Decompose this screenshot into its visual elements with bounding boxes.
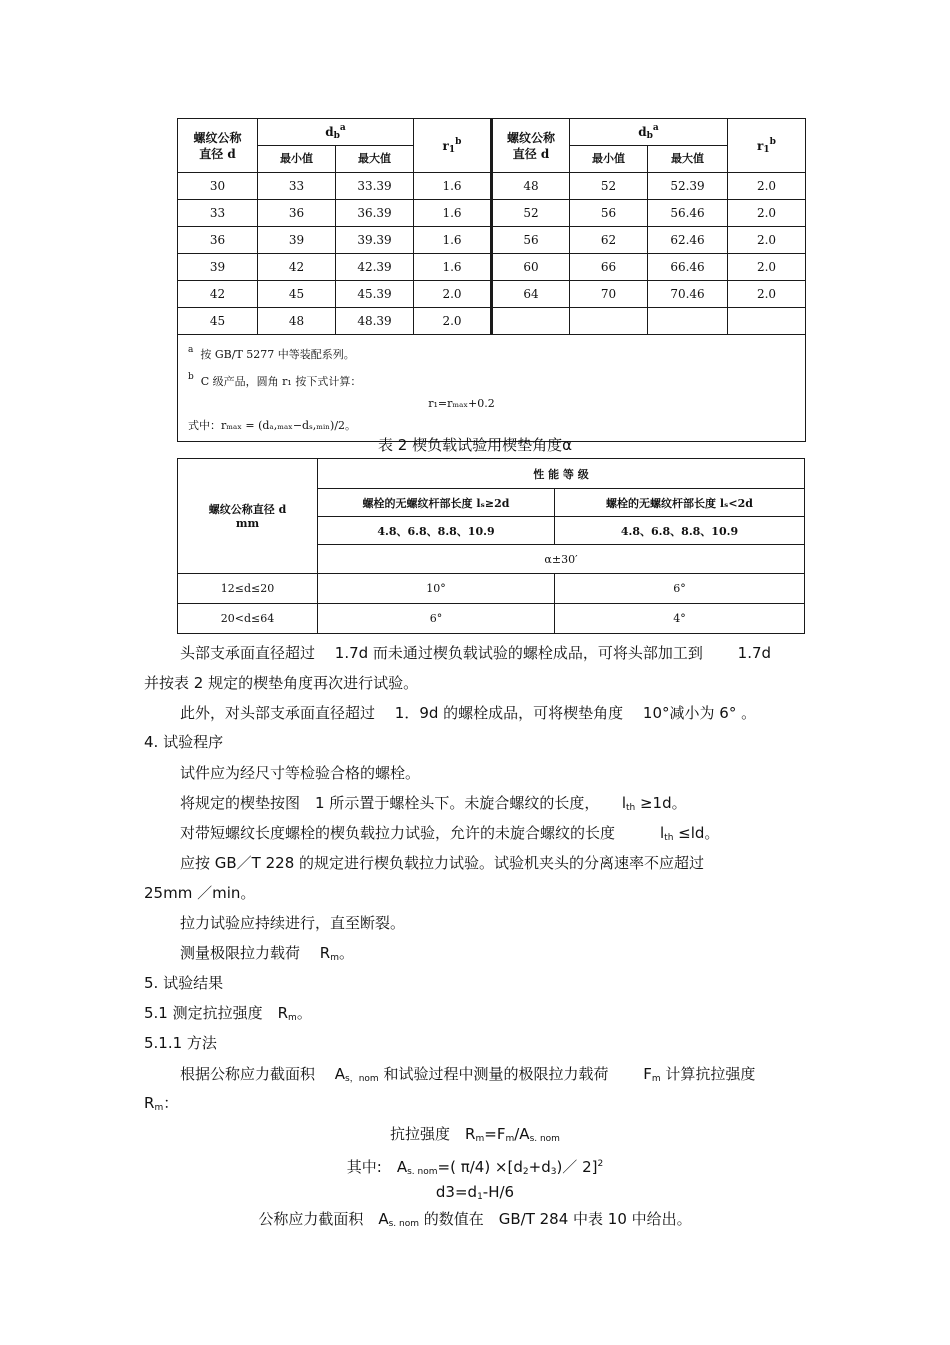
table-cell: 33.39 [336, 173, 414, 200]
table2-tolerance: α±30′ [318, 545, 805, 573]
table-cell: 2.0 [728, 227, 806, 254]
table2-header-row-1 [178, 459, 805, 489]
table-cell: 12≤d≤20 [178, 573, 318, 603]
table1-da-header: $d_b^a$ [258, 119, 414, 146]
table-cell: 48 [492, 173, 570, 200]
formula-d3: $d3=d_1-H/6$ [435, 1183, 515, 1202]
paragraph: 拉力试验应持续进行，直至断裂。 [180, 914, 406, 932]
table-cell: 2.0 [728, 173, 806, 200]
table-cell: 56 [492, 227, 570, 254]
table1-d-header-right: 螺纹公称 直径 d [492, 119, 570, 173]
table-cell: 62.46 [648, 227, 728, 254]
table-cell: 60 [492, 254, 570, 281]
table-cell: 36 [258, 200, 336, 227]
paragraph: 公称应力截面积 $A_{s. nom}$ 的数值在 GB/T 284 中表 10 中给出。 [258, 1210, 692, 1229]
table-cell: 33 [258, 173, 336, 200]
note-b: $^b$ C 级产品，圆角 r₁ 按下式计算： [188, 372, 362, 388]
table-row [178, 227, 806, 254]
section-heading: 4. 试验程序 [144, 733, 224, 751]
paragraph: 将规定的楔垫按图 1 所示置于螺栓头下。未旋合螺纹的长度， $l_{th} \ge 1d$。 [180, 794, 687, 813]
table-cell [492, 308, 570, 335]
table-cell: 66 [570, 254, 648, 281]
table-cell: 36 [178, 227, 258, 254]
paragraph: 头部支承面直径超过 1.7d 而未通过楔负载试验的螺栓成品，可将头部加工到 1.7d [180, 644, 772, 662]
table2-grade-header: 性 能 等 级 [318, 459, 805, 489]
table-cell: 10° [318, 573, 555, 603]
table1-r1-header-right: $r_1^b$ [728, 119, 806, 173]
table-cell: 45.39 [336, 281, 414, 308]
table1-min-header: 最小值 [258, 146, 336, 173]
paragraph: 并按表 2 规定的楔垫角度再次进行试验。 [144, 674, 419, 692]
paragraph: 试件应为经尺寸等检验合格的螺栓。 [180, 764, 421, 782]
table-cell: 70 [570, 281, 648, 308]
table-cell: 2.0 [728, 281, 806, 308]
table2-col2-title: 螺栓的无螺纹杆部长度 lₛ<2d [555, 489, 805, 517]
table1-max-header-right: 最大值 [648, 146, 728, 173]
table-row [178, 281, 806, 308]
section-heading: 5.1.1 方法 [144, 1034, 217, 1052]
paragraph: 25mm ／min。 [144, 884, 256, 902]
table-cell: 45 [178, 308, 258, 335]
table1-max-header: 最大值 [336, 146, 414, 173]
paragraph: 根据公称应力截面积 $A_{s,nom}$ 和试验过程中测量的极限拉力载荷 $F_m$ 计算抗拉强度 [180, 1065, 756, 1084]
section-heading: 5.1 测定抗拉强度 $R_m$。 [144, 1004, 312, 1023]
table-cell: 42 [258, 254, 336, 281]
table-cell: 56.46 [648, 200, 728, 227]
table1-min-header-right: 最小值 [570, 146, 648, 173]
note-formula: r₁=rₘₐₓ+0.2 [428, 397, 495, 410]
table2-col1-grades: 4.8、6.8、8.8、10.9 [318, 517, 555, 545]
table1-da-header-right: $d_b^a$ [570, 119, 728, 146]
table-row [178, 308, 806, 335]
table-cell: 70.46 [648, 281, 728, 308]
table-cell: 42.39 [336, 254, 414, 281]
table-cell: 48 [258, 308, 336, 335]
table-cell [728, 308, 806, 335]
table1-notes [178, 335, 806, 442]
paragraph: 应按 GB／T 228 的规定进行楔负载拉力试验。试验机夹头的分离速率不应超过 [180, 854, 705, 872]
table-cell [570, 308, 648, 335]
table-cell: 2.0 [728, 200, 806, 227]
table-cell: 52 [570, 173, 648, 200]
table-cell: 42 [178, 281, 258, 308]
bearing-diameter-table [177, 118, 806, 442]
table-cell: 6° [555, 573, 805, 603]
table-cell: 20<d≤64 [178, 603, 318, 633]
table-cell: 64 [492, 281, 570, 308]
table-cell: 2.0 [414, 308, 492, 335]
table2-caption: 表 2 楔负载试验用楔垫角度α [378, 436, 572, 454]
table-cell: 2.0 [414, 281, 492, 308]
table-row [178, 173, 806, 200]
table-cell: 1.6 [414, 173, 492, 200]
table-cell: 33 [178, 200, 258, 227]
table1-notes-row [178, 335, 806, 442]
table-cell [648, 308, 728, 335]
table1-r1-header: $r_1^b$ [414, 119, 492, 173]
table2-col1-title: 螺栓的无螺纹杆部长度 lₛ≥2d [318, 489, 555, 517]
wedge-angle-table [177, 458, 805, 634]
table-cell: 39 [258, 227, 336, 254]
table-cell: 2.0 [728, 254, 806, 281]
formula-stress-area: 其中: $A_{s. nom}=$( $\pi/4) \times[d_2+d_3)/$ 2]$^2$ [346, 1158, 604, 1177]
table-row [178, 254, 806, 281]
table-cell: 1.6 [414, 200, 492, 227]
table-cell: 36.39 [336, 200, 414, 227]
table-cell: 6° [318, 603, 555, 633]
table-cell: 62 [570, 227, 648, 254]
table-cell: 1.6 [414, 254, 492, 281]
formula-tensile-strength: 抗拉强度 $R_m=F_m/A_{s. nom}$ [390, 1125, 560, 1144]
table-cell: 45 [258, 281, 336, 308]
table-row [178, 573, 805, 603]
table-cell: 39 [178, 254, 258, 281]
table-cell: 56 [570, 200, 648, 227]
table-cell: 52.39 [648, 173, 728, 200]
table-row [178, 603, 805, 633]
section-heading: 5. 试验结果 [144, 974, 224, 992]
table-cell: 39.39 [336, 227, 414, 254]
table-cell: 48.39 [336, 308, 414, 335]
table2-col2-grades: 4.8、6.8、8.8、10.9 [555, 517, 805, 545]
note-where: 式中：rₘₐₓ = (dₐ,ₘₐₓ−dₛ,ₘᵢₙ)/2。 [188, 419, 357, 432]
paragraph: $R_m$： [144, 1094, 179, 1113]
table-cell: 4° [555, 603, 805, 633]
table1-d-header: 螺纹公称 直径 d [178, 119, 258, 173]
table-cell: 1.6 [414, 227, 492, 254]
paragraph: 对带短螺纹长度螺栓的楔负载拉力试验，允许的未旋合螺纹的长度 $l_{th} \le ld$。 [180, 824, 720, 843]
table-cell: 52 [492, 200, 570, 227]
paragraph: 测量极限拉力载荷 $R_m$。 [180, 944, 354, 963]
note-a: $^a$ 按 GB/T 5277 中等装配系列。 [188, 345, 355, 361]
table2-d-header: 螺纹公称直径 d mm [178, 459, 318, 574]
table-row [178, 200, 806, 227]
table1-header-row-1 [178, 119, 806, 146]
table-cell: 66.46 [648, 254, 728, 281]
table-cell: 30 [178, 173, 258, 200]
paragraph: 此外，对头部支承面直径超过 1．9d 的螺栓成品，可将楔垫角度 10°减小为 6° 。 [180, 704, 757, 722]
